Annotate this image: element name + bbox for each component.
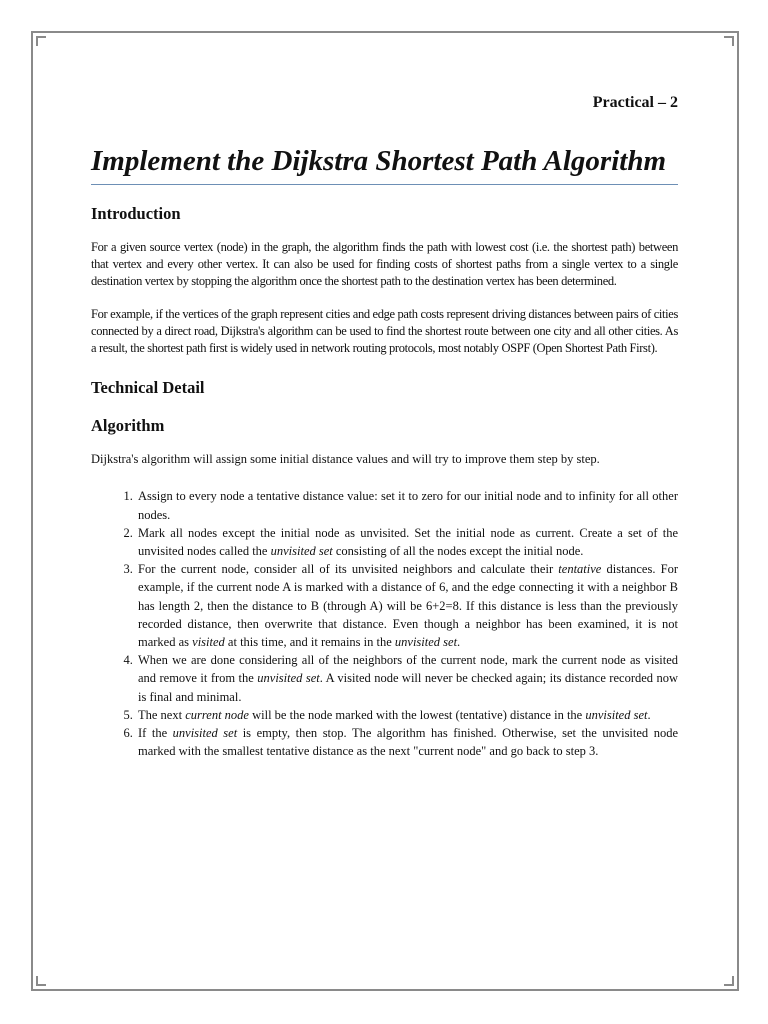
document-title: Implement the Dijkstra Shortest Path Algorithm — [91, 144, 678, 185]
step-text: is empty, then stop. The algorithm has finished. Otherwise, set the unvisited node marked with the smallest tentative distance as the next "current node" and go back to step 3. — [138, 726, 678, 759]
step-text: . A visited node will never be checked again; its distance recorded now is final and minimal. — [138, 671, 679, 704]
step-text: Assign to every node a tentative distance value: set it to zero for our initial node and to infinity for all other nodes. — [138, 489, 678, 522]
step-emphasis: tentative — [558, 562, 602, 577]
algorithm-steps-list — [91, 487, 678, 760]
introduction-paragraph-2: For example, if the vertices of the graph represent cities and edge path costs represent driving distances between pairs of cities connected by a direct road, Dijkstra's algorithm can be used to find the shortest route between one city and all other cities. As a result, the shortest path first is widely used in network routing protocols, most notably OSPF (Open Shortest Path First). — [91, 306, 678, 356]
algorithm-step-5 — [136, 706, 678, 724]
step-text: . — [457, 635, 461, 650]
corner-mark-top-right — [724, 36, 734, 46]
corner-mark-bottom-left — [36, 976, 46, 986]
algorithm-step-3 — [136, 560, 678, 651]
step-text: The next — [138, 707, 186, 722]
algorithm-step-4 — [136, 651, 678, 706]
step-emphasis: visited — [192, 635, 225, 650]
technical-detail-heading: Technical Detail — [91, 378, 205, 398]
corner-mark-bottom-right — [724, 976, 734, 986]
step-text: When we are done considering all of the neighbors of the current node, mark the current node as visited and remove it from the — [138, 653, 678, 686]
step-text: consisting of all the nodes except the initial node. — [332, 544, 584, 559]
practical-number: Practical – 2 — [592, 94, 678, 111]
step-text: . — [647, 707, 651, 722]
step-text: For the current node, consider all of its unvisited neighbors and calculate their — [138, 562, 559, 577]
step-text: If the — [138, 726, 173, 741]
step-emphasis: unvisited set — [394, 635, 458, 650]
introduction-paragraph-1: For a given source vertex (node) in the graph, the algorithm finds the path with lowest cost (i.e. the shortest path) between that vertex and every other vertex. It can also be used for finding costs of shortest paths from a single vertex to a single destination vertex by stopping the algorithm once the shortest path to the destination vertex has been determined. — [91, 240, 678, 289]
document-body — [91, 88, 678, 760]
introduction-heading: Introduction — [91, 204, 181, 223]
step-emphasis: current node — [185, 707, 249, 722]
corner-mark-top-left — [36, 36, 46, 46]
step-emphasis: unvisited set — [270, 544, 333, 559]
step-text: will be the node marked with the lowest (tentative) distance in the — [248, 707, 586, 722]
step-emphasis: unvisited set — [172, 726, 238, 741]
step-text: Mark all nodes except the initial node as unvisited. Set the initial node as current. Create a set of the unvisited nodes called the — [138, 525, 678, 559]
step-emphasis: unvisited set — [585, 707, 648, 722]
step-emphasis: unvisited set — [257, 671, 320, 686]
step-text: distances. For example, if the current node A is marked with a distance of 6, and the edge connecting it with a neighbor B has length 2, then the distance to B (through A) will be 6+2=8. If this distance is less than the previously recorded distance, then overwrite that distance. Even though a neighbor has been examined, it is not marked as — [138, 562, 679, 650]
algorithm-intro-paragraph: Dijkstra's algorithm will assign some initial distance values and will try to improve them step by step. — [91, 452, 600, 467]
algorithm-step-1 — [136, 487, 678, 523]
step-text: at this time, and it remains in the — [224, 635, 395, 650]
algorithm-step-2 — [136, 524, 678, 560]
algorithm-heading: Algorithm — [91, 416, 165, 436]
algorithm-step-6 — [136, 724, 678, 760]
